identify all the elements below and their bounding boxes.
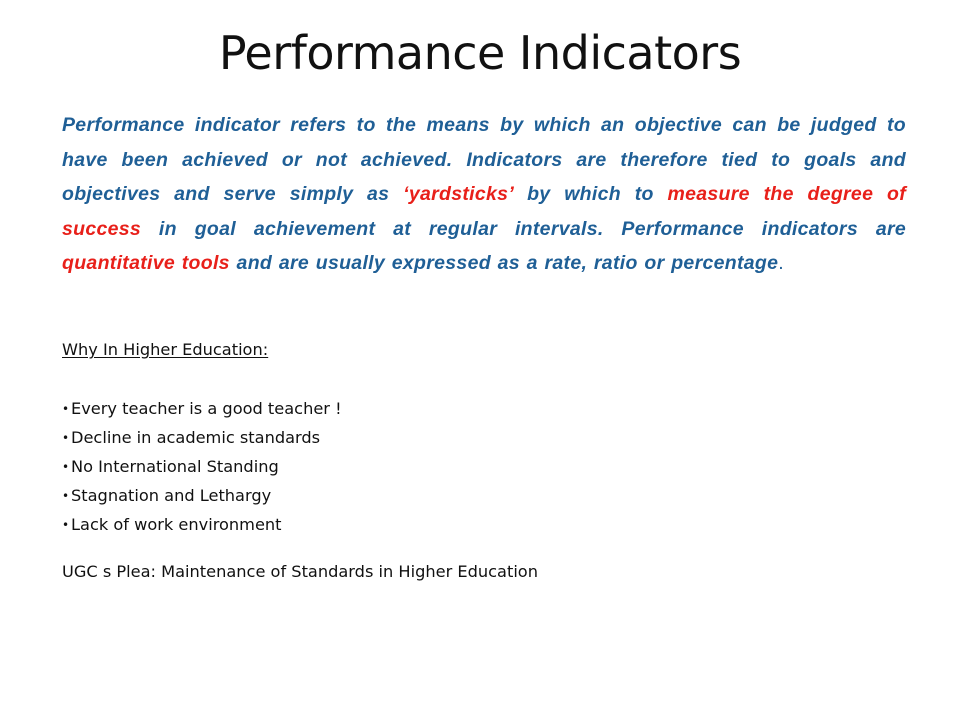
definition-text-1: Performance indicator refers to the means by which an objective can be judged to have been achieved or not achieved. Indicators are therefore tied to goals and objectives and serve simply as — [62, 114, 906, 205]
bullet-icon: • — [62, 518, 70, 532]
list-item-text: Lack of work environment — [71, 515, 282, 534]
slide-title: Performance Indicators — [218, 26, 742, 80]
measure-success-highlight: measure the degree of success — [62, 183, 906, 240]
bullet-icon: • — [62, 460, 70, 474]
list-item — [62, 423, 902, 452]
yardsticks-close-quote: ’ — [508, 183, 514, 205]
definition-paragraph — [62, 108, 906, 281]
bullet-icon: • — [62, 431, 70, 445]
ugc-plea: UGC s Plea: Maintenance of Standards in Higher Education — [62, 562, 538, 581]
bullet-icon: • — [62, 489, 70, 503]
list-item-text: Decline in academic standards — [71, 428, 321, 447]
bullet-icon: • — [62, 402, 70, 416]
list-item — [62, 394, 902, 423]
list-item — [62, 481, 902, 510]
list-item-text: No International Standing — [71, 457, 279, 476]
why-heading: Why In Higher Education: — [62, 340, 269, 359]
quantitative-tools-highlight: quantitative tools — [62, 252, 230, 274]
list-item — [62, 452, 902, 481]
list-item — [62, 510, 902, 539]
yardsticks-open-quote: ‘ — [403, 183, 409, 205]
definition-period: . — [778, 252, 784, 274]
definition-text-2: by which to — [513, 183, 668, 205]
definition-text-3: in goal achievement at regular intervals. Performance indicators are — [141, 217, 906, 240]
list-item-text: Every teacher is a good teacher ! — [71, 399, 342, 418]
yardsticks-highlight: yardsticks — [408, 183, 509, 205]
list-item-text: Stagnation and Lethargy — [71, 486, 272, 505]
reasons-list — [62, 394, 902, 539]
why-section — [62, 338, 902, 584]
definition-text-4: and are usually expressed as a rate, ratio or percentage — [229, 252, 779, 274]
